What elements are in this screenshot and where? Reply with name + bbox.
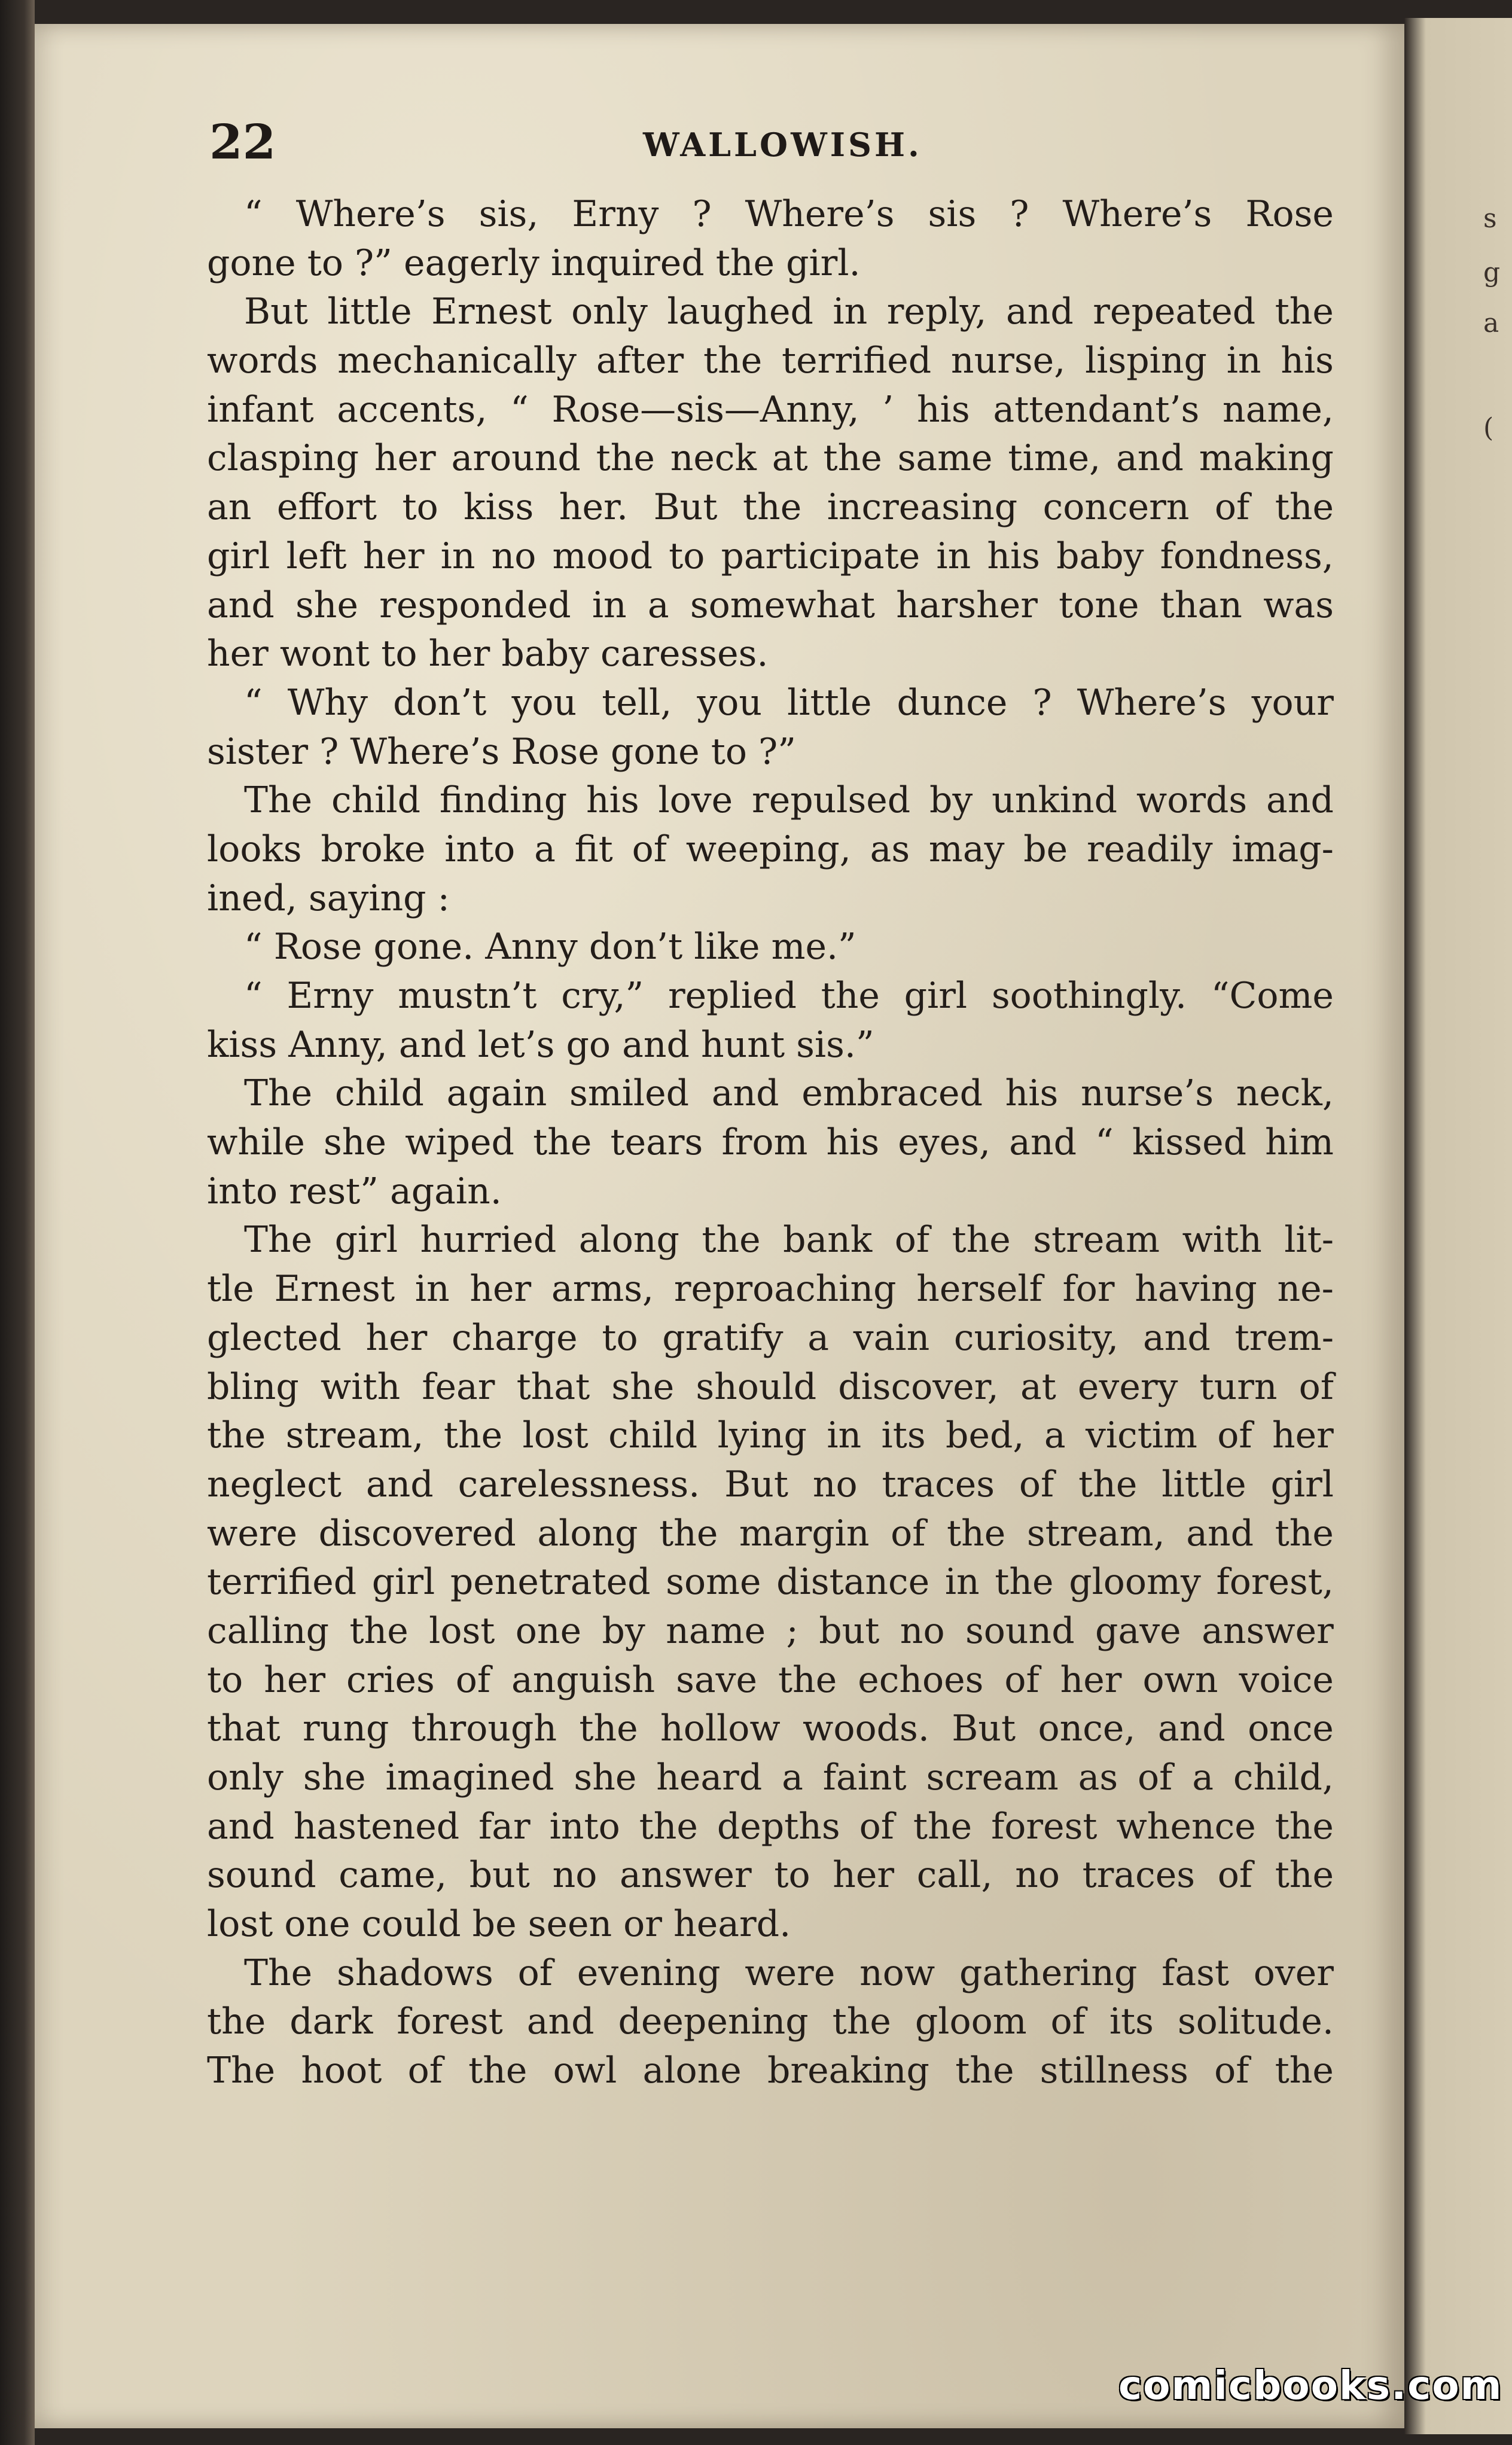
text-line: gone to ?” eagerly inquired the girl.: [207, 242, 861, 284]
text-line: The child finding his love repulsed by unkind words and: [244, 779, 1334, 822]
text-line: and she responded in a somewhat harsher tone than was: [207, 584, 1334, 626]
text-line: bling with fear that she should discover, at every turn of: [207, 1365, 1334, 1408]
text-line: into rest” again.: [207, 1170, 502, 1212]
text-line: “ Erny mustn’t cry,” replied the girl soothingly. “Come: [244, 975, 1334, 1017]
text-line: were discovered along the margin of the stream, and the: [207, 1512, 1334, 1554]
text-line: kiss Anny, and let’s go and hunt sis.”: [207, 1023, 874, 1066]
text-line: sister ? Where’s Rose gone to ?”: [207, 730, 796, 773]
adjacent-page-letter: a: [1483, 308, 1499, 339]
body-text: [207, 190, 1334, 2096]
text-line: But little Ernest only laughed in reply, and repeated the: [244, 291, 1334, 333]
adjacent-page-letter: (: [1483, 413, 1494, 443]
text-line: to her cries of anguish save the echoes of her own voice: [207, 1659, 1334, 1701]
text-line: looks broke into a fit of weeping, as may be readily imag-: [207, 828, 1334, 870]
text-line: the stream, the lost child lying in its bed, a victim of her: [207, 1414, 1334, 1457]
watermark: comicbooks.com: [1118, 2362, 1503, 2409]
text-line: that rung through the hollow woods. But once, and once: [207, 1708, 1334, 1750]
adjacent-page-letter: g: [1483, 257, 1501, 288]
text-line: The shadows of evening were now gathering fast over: [244, 1952, 1334, 1994]
page-number: 22: [209, 114, 276, 170]
text-line: clasping her around the neck at the same time, and making: [207, 437, 1334, 480]
text-line: her wont to her baby caresses.: [207, 633, 769, 675]
text-line: words mechanically after the terrified nurse, lisping in his: [207, 340, 1334, 382]
text-line: infant accents, “ Rose—sis—Anny, ’ his attendant’s name,: [207, 388, 1334, 431]
text-line: while she wiped the tears from his eyes, and “ kissed him: [207, 1121, 1334, 1164]
text-line: calling the lost one by name ; but no sound gave answer: [207, 1609, 1334, 1652]
text-line: neglect and carelessness. But no traces of the little girl: [207, 1463, 1334, 1505]
adjacent-page-edge: [1404, 18, 1512, 2434]
adjacent-page-letter: s: [1483, 203, 1497, 234]
running-head: WALLOWISH.: [643, 126, 922, 164]
text-line: terrified girl penetrated some distance in the gloomy forest,: [207, 1561, 1334, 1603]
text-line: tle Ernest in her arms, reproaching herself for having ne-: [207, 1268, 1334, 1310]
text-line: ined, saying :: [207, 877, 450, 919]
text-line: The child again smiled and embraced his nurse’s neck,: [244, 1072, 1334, 1115]
text-line: the dark forest and deepening the gloom of its solitude.: [207, 2001, 1334, 2043]
text-line: sound came, but no answer to her call, no traces of the: [207, 1854, 1334, 1897]
text-line: glected her charge to gratify a vain curiosity, and trem-: [207, 1316, 1334, 1359]
text-line: lost one could be seen or heard.: [207, 1903, 791, 1946]
text-line: girl left her in no mood to participate in his baby fondness,: [207, 535, 1334, 577]
text-line: “ Where’s sis, Erny ? Where’s sis ? Where’s Rose: [244, 193, 1334, 235]
text-line: “ Why don’t you tell, you little dunce ? Where’s your: [244, 681, 1334, 724]
scan-background-left: [0, 0, 35, 2445]
text-line: an effort to kiss her. But the increasing concern of the: [207, 486, 1334, 529]
text-line: and hastened far into the depths of the forest whence the: [207, 1805, 1334, 1848]
text-line: “ Rose gone. Anny don’t like me.”: [244, 926, 856, 968]
text-line: The hoot of the owl alone breaking the stillness of the: [207, 2050, 1334, 2092]
text-line: only she imagined she heard a faint scream as of a child,: [207, 1757, 1334, 1798]
text-line: The girl hurried along the bank of the stream with lit-: [244, 1219, 1334, 1261]
